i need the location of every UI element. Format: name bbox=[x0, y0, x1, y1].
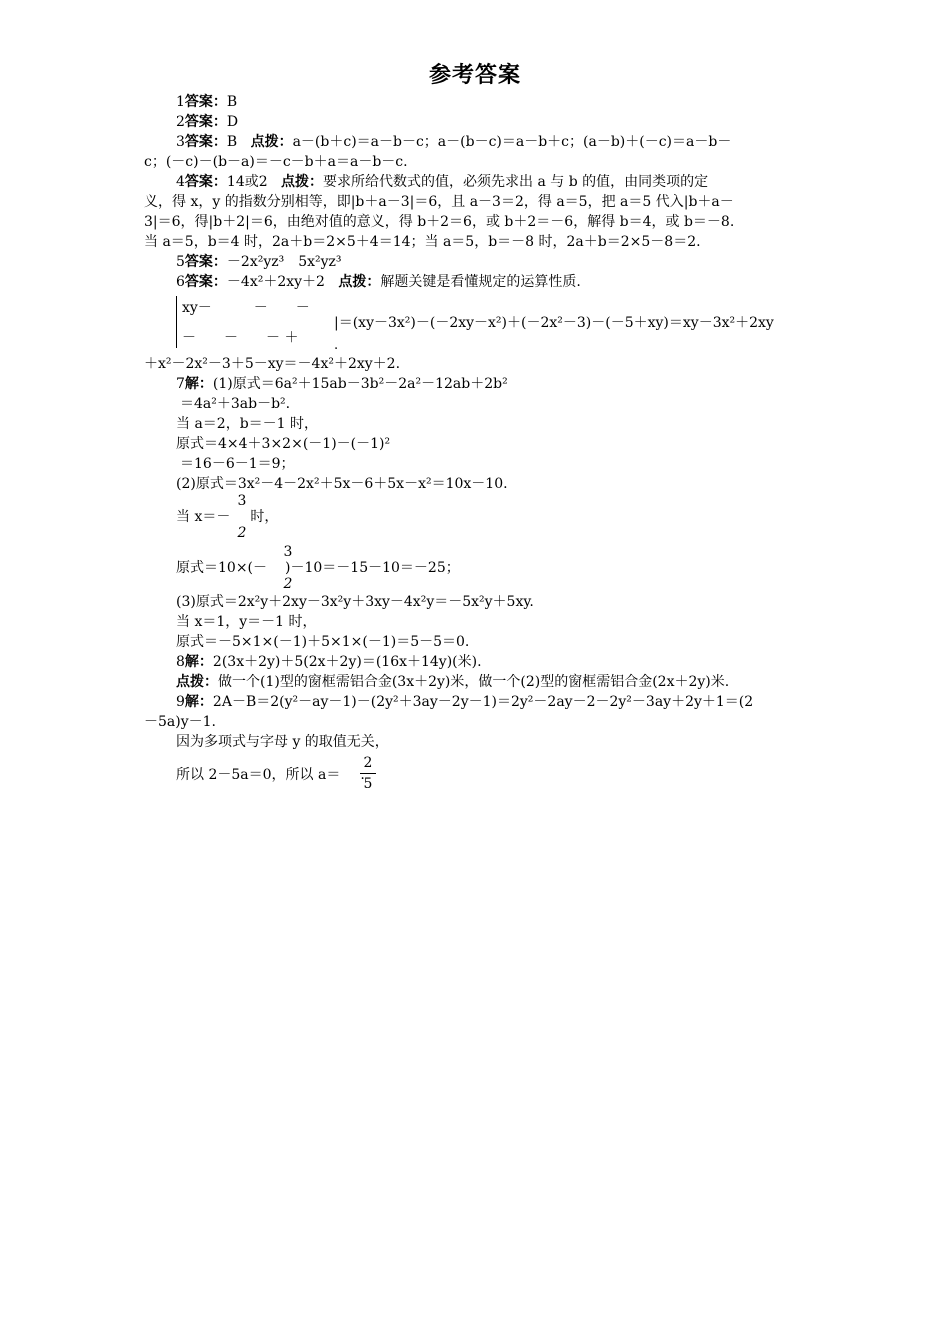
determinant-dot: . bbox=[334, 338, 339, 353]
hint-text: 解题关键是看懂规定的运算性质. bbox=[380, 274, 581, 290]
question-number: 5 bbox=[176, 254, 185, 270]
answer-3-line-2: c；(－c)－(b－a)＝－c－b＋a＝a－b－c. bbox=[144, 154, 408, 170]
fraction-numerator: 3 bbox=[283, 544, 293, 560]
answer-4 bbox=[176, 172, 708, 192]
solution-text: . bbox=[360, 767, 365, 783]
answer-label: 答案： bbox=[184, 94, 227, 110]
question-number: 4 bbox=[176, 174, 185, 190]
answer-5 bbox=[176, 252, 342, 272]
answer-text: －4x²＋2xy＋2 bbox=[226, 274, 325, 290]
solution-line: ＝4a²＋3ab－b². bbox=[180, 396, 291, 412]
answer-7 bbox=[176, 374, 508, 394]
determinant-row-1: xy－ － － bbox=[182, 300, 310, 316]
hint-text: 要求所给代数式的值，必须先求出 a 与 b 的值，由同类项的定 bbox=[323, 174, 709, 190]
hint-label: 点拨： bbox=[281, 174, 324, 190]
hint-text: 做一个(1)型的窗框需铝合金(3x＋2y)米，做一个(2)型的窗框需铝合金(2x＋2y)米. bbox=[218, 674, 730, 690]
solution-text: 当 x＝－ bbox=[176, 509, 231, 525]
fraction bbox=[360, 754, 376, 793]
hint-label: 点拨： bbox=[250, 134, 293, 150]
answer-label: 答案： bbox=[184, 114, 227, 130]
fraction bbox=[280, 543, 296, 593]
fraction-denominator: 2 bbox=[237, 525, 247, 541]
answer-9-line-2: －5a)y－1. bbox=[144, 714, 216, 730]
answer-text: B bbox=[226, 94, 238, 110]
solution-text: 原式＝10×(－ bbox=[176, 560, 268, 576]
answer-text: －2x²yz³ 5x²yz³ bbox=[226, 254, 342, 270]
solution-part-2: (2)原式＝3x²－4－2x²＋5x－6＋5x－x²＝10x－10. bbox=[176, 476, 508, 492]
answer-9-line-3: 因为多项式与字母 y 的取值无关， bbox=[176, 734, 389, 750]
question-number: 8 bbox=[176, 654, 185, 670]
answer-9 bbox=[176, 692, 753, 712]
answer-label: 答案： bbox=[184, 134, 227, 150]
answer-3 bbox=[176, 132, 731, 152]
answer-text: 14或2 bbox=[226, 174, 268, 190]
fraction-numerator: 3 bbox=[237, 493, 247, 509]
answer-label: 解： bbox=[184, 376, 213, 392]
answer-label: 解： bbox=[184, 654, 213, 670]
question-number: 1 bbox=[176, 94, 185, 110]
question-number: 9 bbox=[176, 694, 185, 710]
answer-label: 答案： bbox=[184, 174, 227, 190]
answer-8-hint bbox=[176, 672, 729, 692]
answer-2 bbox=[176, 112, 238, 132]
solution-text: 所以 2－5a＝0，所以 a＝ bbox=[176, 767, 341, 783]
solution-part-3: (3)原式＝2x²y＋2xy－3x²y＋3xy－4x²y＝－5x²y＋5xy. bbox=[176, 594, 534, 610]
fraction-bar bbox=[360, 773, 376, 774]
question-number: 3 bbox=[176, 134, 185, 150]
solution-line bbox=[176, 507, 278, 527]
answer-text: B bbox=[226, 134, 238, 150]
answer-text: 2A－B＝2(y²－ay－1)－(2y²＋3ay－2y－1)＝2y²－2ay－2－2y²－3ay＋2y＋1＝(2 bbox=[212, 694, 754, 710]
answer-6 bbox=[176, 272, 581, 292]
answer-9-line-4 bbox=[176, 765, 365, 785]
solution-line: 原式＝4×4＋3×2×(－1)－(－1)² bbox=[176, 436, 391, 452]
answer-4-line-4: 当 a＝5，b＝4 时，2a＋b＝2×5＋4＝14；当 a＝5，b＝－8 时，2a＋b＝2×5－8＝2. bbox=[144, 234, 701, 250]
fraction-numerator: 2 bbox=[363, 755, 373, 771]
answer-text: 2(3x＋2y)＋5(2x＋2y)＝(16x＋14y)(米). bbox=[212, 654, 482, 670]
question-number: 6 bbox=[176, 274, 185, 290]
fraction bbox=[234, 492, 250, 542]
hint-label: 点拨： bbox=[176, 674, 218, 690]
answer-6-continuation: ＋x²－2x²－3＋5－xy＝－4x²＋2xy＋2. bbox=[144, 356, 401, 372]
hint-text: a－(b＋c)＝a－b－c；a－(b－c)＝a－b＋c；(a－b)＋(－c)＝a－b－ bbox=[292, 134, 732, 150]
fraction-denominator: 5 bbox=[363, 776, 373, 792]
answer-1 bbox=[176, 92, 237, 112]
solution-line bbox=[176, 558, 460, 578]
hint-label: 点拨： bbox=[338, 274, 381, 290]
solution-text: )－10＝－15－10＝－25； bbox=[285, 560, 460, 576]
question-number: 2 bbox=[176, 114, 185, 130]
answer-4-line-3: 3|＝6，得|b＋2|＝6，由绝对值的意义，得 b＋2＝6，或 b＋2＝－6，解得 b＝4，或 b＝－8. bbox=[144, 214, 735, 230]
solution-line: 当 a＝2，b＝－1 时， bbox=[176, 416, 319, 432]
answer-4-line-2: 义，得 x，y 的指数分别相等，即|b＋a－3|＝6，且 a－3＝2，得 a＝5，把 a＝5 代入|b＋a－ bbox=[144, 194, 734, 210]
solution-text: 时， bbox=[250, 509, 279, 525]
solution-line: 当 x＝1，y＝－1 时， bbox=[176, 614, 317, 630]
determinant-row-2: － － － ＋ bbox=[182, 330, 299, 346]
determinant-result: |＝(xy－3x²)－(－2xy－x²)＋(－2x²－3)－(－5＋xy)＝xy－3x²＋2xy bbox=[334, 315, 774, 331]
question-number: 7 bbox=[176, 376, 185, 392]
page-title: 参考答案 bbox=[428, 63, 521, 88]
fraction-denominator: 2 bbox=[283, 576, 293, 592]
solution-line: ＝16－6－1＝9； bbox=[180, 456, 295, 472]
answer-text: D bbox=[226, 114, 239, 130]
answer-label: 答案： bbox=[184, 274, 227, 290]
answer-8 bbox=[176, 652, 482, 672]
answer-label: 解： bbox=[184, 694, 213, 710]
determinant-bar bbox=[176, 296, 177, 348]
answer-label: 答案： bbox=[184, 254, 227, 270]
solution-line: 原式＝－5×1×(－1)＋5×1×(－1)＝5－5＝0. bbox=[176, 634, 470, 650]
solution-part-1: (1)原式＝6a²＋15ab－3b²－2a²－12ab＋2b² bbox=[212, 376, 508, 392]
